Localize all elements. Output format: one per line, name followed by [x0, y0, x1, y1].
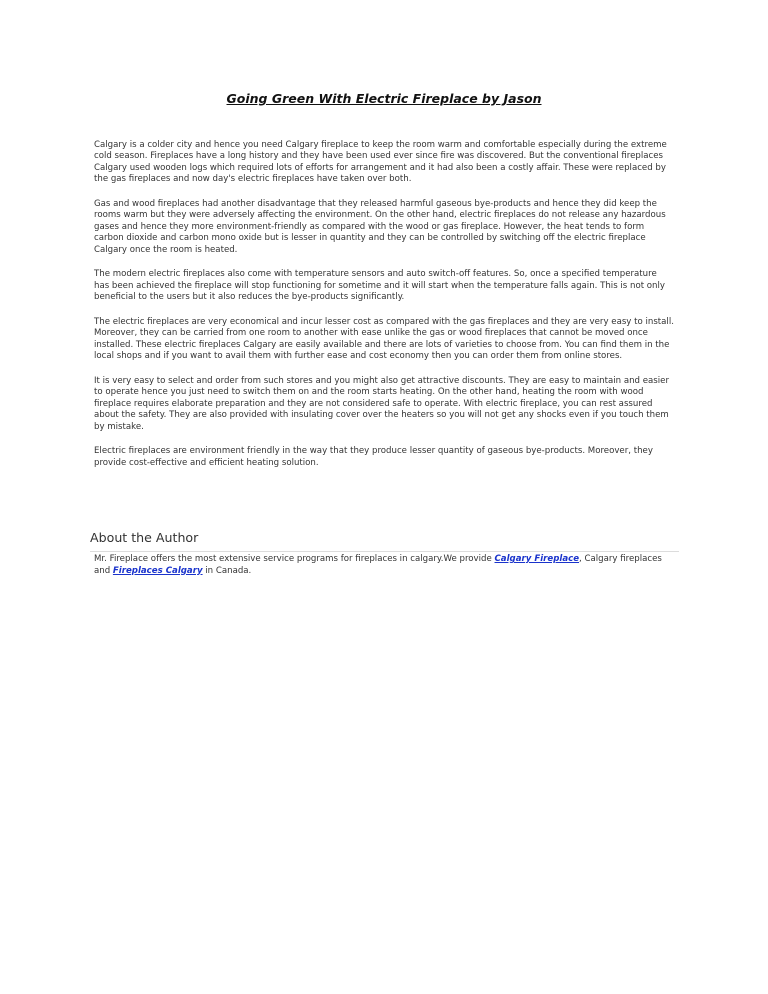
about-author-text — [94, 554, 674, 577]
paragraph-5: It is very easy to select and order from such stores and you might also get attractive discounts. They are easy to maintain and easier to operate hence you just need to switch them on and the room starts heating. On the other hand, heating the room with wood fireplace requires elaborate preparation and they are not considered safe to operate. With electric fireplace, you can rest assured about the safety. They are also provided with insulating cover over the heaters so you will not get any shocks even if you touch them by mistake. — [94, 376, 669, 432]
about-text-middle: , Calgary fireplaces and — [94, 554, 662, 576]
fireplaces-calgary-link[interactable]: Fireplaces Calgary — [112, 565, 203, 576]
about-divider — [90, 551, 679, 552]
article-title: Going Green With Electric Fireplace by Jason — [226, 91, 542, 106]
about-text-before: Mr. Fireplace offers the most extensive service programs for fireplaces in calgary.We provide — [94, 554, 495, 564]
paragraph-2: Gas and wood fireplaces had another disadvantage that they released harmful gaseous bye-products and hence they did keep the rooms warm but they were adversely affecting the environment. On the other hand, electric fireplaces do not release any hazardous gases and hence they more environment-friendly as compared with the wood or gas fireplace. However, the heat tends to form carbon dioxide and carbon mono oxide but is lesser in quantity and they can be controlled by switching off the electric fireplace Calgary once the room is heated. — [94, 199, 666, 255]
calgary-fireplace-link[interactable]: Calgary Fireplace — [494, 554, 580, 564]
paragraph-6: Electric fireplaces are environment friendly in the way that they produce lesser quantity of gaseous bye-products. Moreover, they provide cost-effective and efficient heating solution. — [94, 446, 653, 468]
paragraph-4: The electric fireplaces are very economical and incur lesser cost as compared with the gas fireplaces and they are very easy to install. Moreover, they can be carried from one room to another with ease unlike the gas or wood fireplaces that cannot be moved once installed. These electric fireplaces Calgary are easily available and there are lots of varieties to choose from. You can find them in the local shops and if you want to avail them with further ease and cost economy then you can order them from online stores. — [94, 317, 674, 362]
paragraph-1: Calgary is a colder city and hence you need Calgary fireplace to keep the room warm and comfortable especially during the extreme cold season. Fireplaces have a long history and they have been used ever since fire was discovered. But the conventional fireplaces Calgary used wooden logs which required lots of efforts for arrangement and it had also been a costly affair. These were replaced by the gas fireplaces and now day's electric fireplaces have taken over both. — [94, 140, 667, 185]
article-body — [94, 140, 674, 483]
paragraph-3: The modern electric fireplaces also come with temperature sensors and auto switch-off features. So, once a specified temperature has been achieved the fireplace will stop functioning for sometime and it will start when the temperature falls again. This is not only beneficial to the users but it also reduces the bye-products significantly. — [94, 269, 665, 303]
about-text-after: in Canada. — [202, 565, 252, 576]
about-author-heading: About the Author — [90, 530, 199, 545]
